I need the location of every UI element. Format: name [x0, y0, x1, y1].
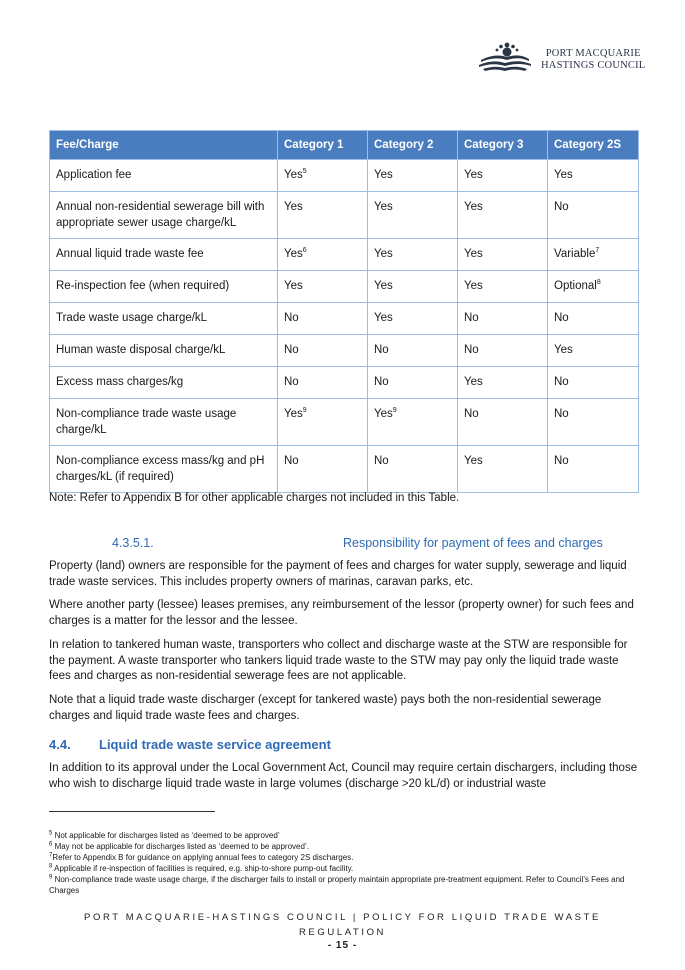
section-number: 4.3.5.1.	[112, 536, 154, 550]
category-2s-cell: No	[548, 446, 639, 493]
footnote-ref: 7	[595, 247, 600, 255]
fee-cell: Trade waste usage charge/kL	[50, 303, 278, 335]
category-1-cell: Yes$^6$	[278, 239, 368, 271]
category-2-cell: Yes	[368, 239, 458, 271]
category-1-cell: Yes	[278, 192, 368, 239]
category-2s-cell: Variable$^7$	[548, 239, 639, 271]
category-3-cell: Yes	[458, 446, 548, 493]
category-2-cell: No	[368, 335, 458, 367]
footnote: $^8$ Applicable if re-inspection of facilities is required, e.g. ship-to-shore pump-out facility.	[49, 863, 354, 873]
category-1-cell: Yes$^9$	[278, 399, 368, 446]
page-number: - 15 -	[327, 940, 358, 951]
footnotes	[49, 830, 649, 896]
category-1-cell: No	[278, 446, 368, 493]
category-2-cell: Yes	[368, 192, 458, 239]
table-row	[50, 160, 639, 192]
council-emblem-icon	[477, 40, 533, 76]
category-2-cell: No	[368, 367, 458, 399]
footnote-ref: 6	[302, 247, 307, 255]
category-3-cell: Yes	[458, 271, 548, 303]
footnote-ref: 5	[302, 168, 307, 176]
column-header-category-2s: Category 2S	[548, 131, 639, 160]
paragraph: Note that a liquid trade waste discharger (except for tankered waste) pays both the non-residential sewerage charges and liquid trade waste fees and charges.	[49, 694, 602, 722]
category-1-cell: No	[278, 335, 368, 367]
logo-line-1: PORT MACQUARIE	[545, 48, 641, 59]
table-row	[50, 271, 639, 303]
column-header-category-3: Category 3	[458, 131, 548, 160]
fee-cell: Non-compliance excess mass/kg and pH charges/kL (if required)	[50, 446, 278, 493]
logo-line-2: HASTINGS COUNCIL	[541, 60, 646, 71]
category-2s-cell: No	[548, 192, 639, 239]
section-title: Responsibility for payment of fees and charges	[343, 536, 603, 550]
footnote: $^9$ Non-compliance trade waste usage charge, if the discharger fails to install or properly maintain appropriate pre-treatment equipment. Refer to Council’s Fees and Charges	[49, 874, 625, 895]
category-2s-cell: Yes	[548, 335, 639, 367]
paragraph: Property (land) owners are responsible for the payment of fees and charges for water supply, sewerage and liquid trade waste services. This includes property owners of marinas, caravan parks, etc.	[49, 560, 627, 588]
table-header-row	[50, 131, 639, 160]
section-heading-title: Liquid trade waste service agreement	[99, 737, 331, 752]
section-heading-number: 4.4.	[49, 737, 71, 752]
category-3-cell: No	[458, 399, 548, 446]
category-2s-cell: No	[548, 367, 639, 399]
footnote-divider	[49, 811, 215, 812]
footnote-ref: 9	[302, 407, 307, 415]
category-2s-cell: Yes	[548, 160, 639, 192]
paragraph: In relation to tankered human waste, transporters who collect and discharge waste at the STW are responsible for the payment. A waste transporter who tankers liquid trade waste to the STW may pay only the liquid trade waste fees and charges as non-residential sewerage fees are not applicable.	[49, 639, 628, 682]
paragraph: In addition to its approval under the Local Government Act, Council may require certain dischargers, including those who wish to discharge liquid trade waste in large volumes (discharge >20 kL/d) or industrial waste	[49, 762, 638, 790]
category-3-cell: Yes	[458, 239, 548, 271]
fee-cell: Non-compliance trade waste usage charge/kL	[50, 399, 278, 446]
category-2-cell: Yes	[368, 303, 458, 335]
council-logo-text	[541, 48, 645, 72]
category-2s-cell: Optional$^8$	[548, 271, 639, 303]
table-row	[50, 239, 639, 271]
category-3-cell: No	[458, 335, 548, 367]
category-1-cell: Yes$^5$	[278, 160, 368, 192]
column-header-fee: Fee/Charge	[50, 131, 278, 160]
fee-cell: Human waste disposal charge/kL	[50, 335, 278, 367]
fee-cell: Excess mass charges/kg	[50, 367, 278, 399]
table-row	[50, 399, 639, 446]
table-note: Note: Refer to Appendix B for other applicable charges not included in this Table.	[49, 492, 460, 504]
council-logo	[477, 38, 647, 78]
fee-cell: Annual liquid trade waste fee	[50, 239, 278, 271]
table-row	[50, 446, 639, 493]
table-row	[50, 303, 639, 335]
paragraph: Where another party (lessee) leases premises, any reimbursement of the lessor (property owner) for such fees and charges is a matter for the lessor and the lessee.	[49, 599, 634, 627]
category-2s-cell: No	[548, 399, 639, 446]
table-row	[50, 367, 639, 399]
footnote-ref: 9	[392, 407, 397, 415]
footnote: $^7$Refer to Appendix B for guidance on applying annual fees to category 2S discharges.	[49, 852, 354, 862]
category-1-cell: Yes	[278, 271, 368, 303]
table-row	[50, 192, 639, 239]
category-3-cell: No	[458, 303, 548, 335]
category-3-cell: Yes	[458, 367, 548, 399]
footnote-ref: 8	[596, 279, 601, 287]
column-header-category-1: Category 1	[278, 131, 368, 160]
fee-cell: Re-inspection fee (when required)	[50, 271, 278, 303]
footnote: $^5$ Not applicable for discharges listed as ‘deemed to be approved’	[49, 830, 280, 840]
footnote: $^6$ May not be applicable for discharges listed as ‘deemed to be approved’.	[49, 841, 309, 851]
fees-table	[49, 130, 639, 493]
category-1-cell: No	[278, 367, 368, 399]
fee-cell: Application fee	[50, 160, 278, 192]
column-header-category-2: Category 2	[368, 131, 458, 160]
fee-cell: Annual non-residential sewerage bill with appropriate sewer usage charge/kL	[50, 192, 278, 239]
category-3-cell: Yes	[458, 192, 548, 239]
category-2-cell: No	[368, 446, 458, 493]
table-row	[50, 335, 639, 367]
category-2s-cell: No	[548, 303, 639, 335]
page-footer: PORT MACQUARIE-HASTINGS COUNCIL | POLICY FOR LIQUID TRADE WASTE REGULATION	[84, 912, 601, 938]
category-2-cell: Yes$^9$	[368, 399, 458, 446]
category-3-cell: Yes	[458, 160, 548, 192]
category-1-cell: No	[278, 303, 368, 335]
category-2-cell: Yes	[368, 271, 458, 303]
category-2-cell: Yes	[368, 160, 458, 192]
